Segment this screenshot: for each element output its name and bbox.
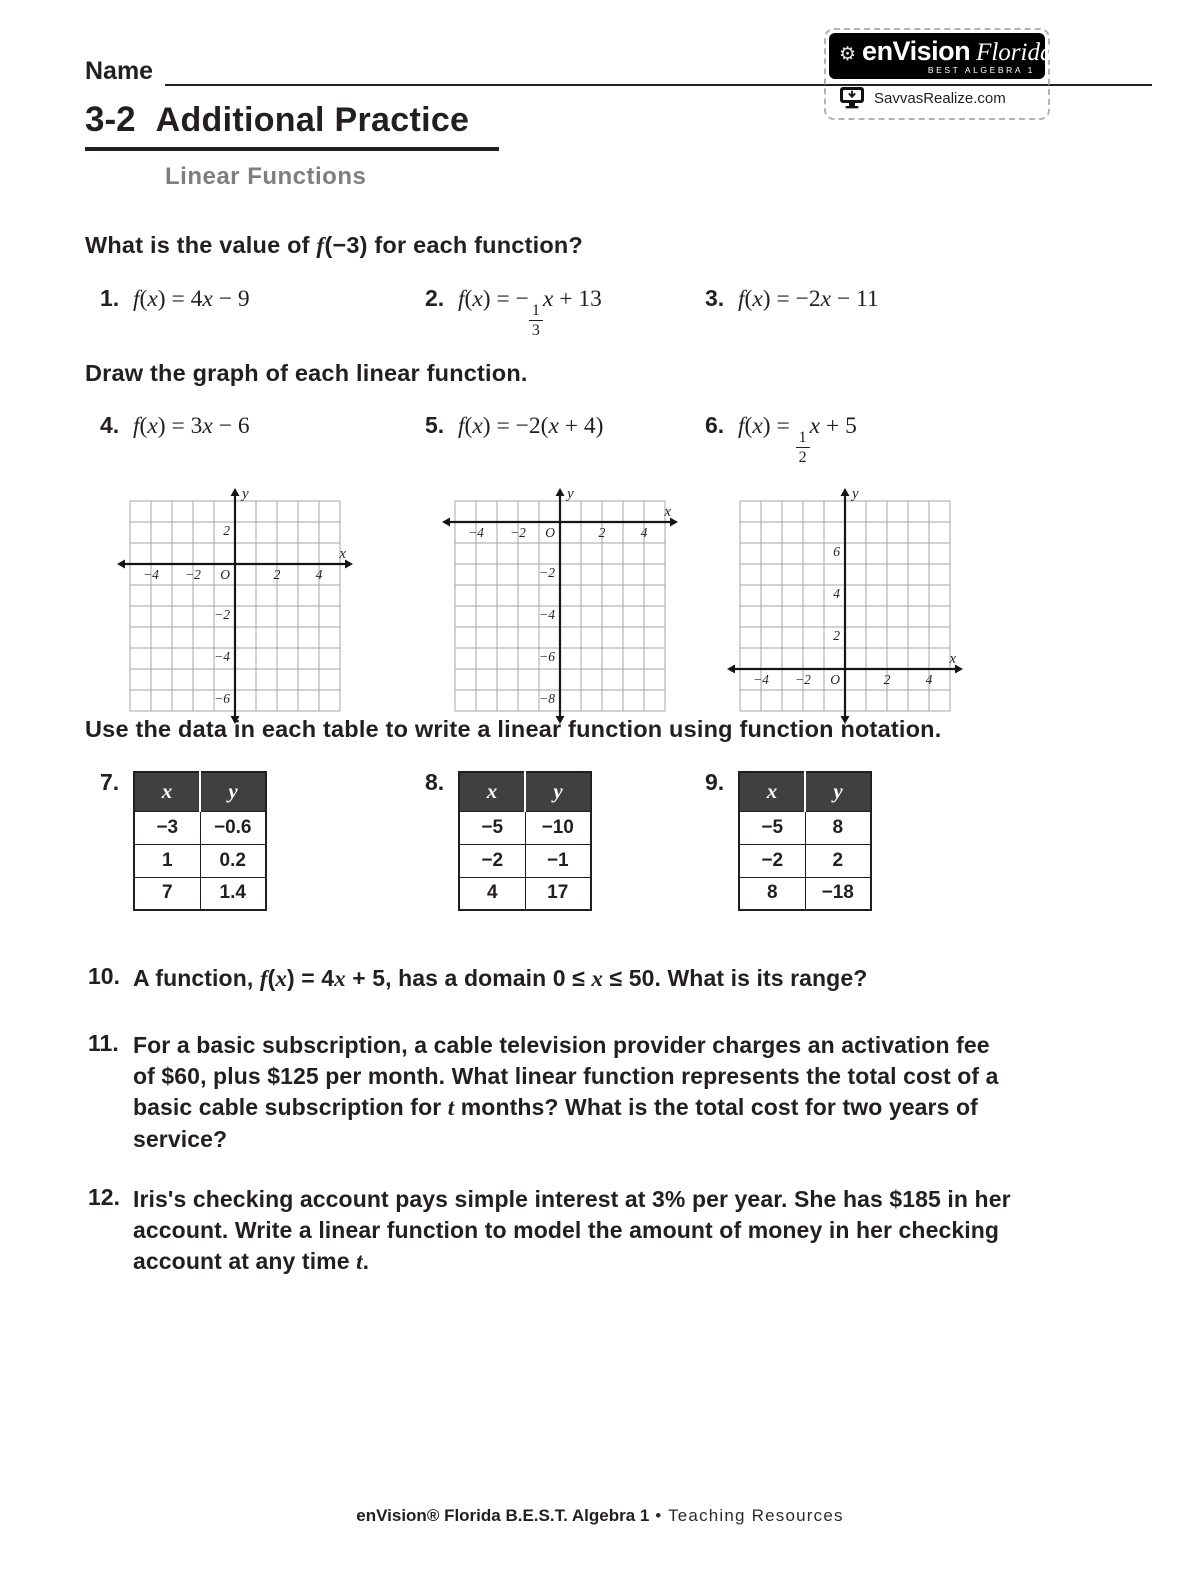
cell-y: 8 (805, 811, 871, 844)
name-label: Name (85, 57, 154, 85)
problem-number: 8. (425, 769, 445, 795)
table-row (459, 877, 591, 910)
problem-4-col (85, 412, 422, 440)
cell-x: −5 (459, 811, 525, 844)
function-expression: f(x) = 3x − 6 (133, 413, 250, 439)
gear-icon: ⚙ (839, 44, 857, 65)
svg-text:6: 6 (833, 544, 840, 560)
problem-3 (705, 285, 1145, 313)
svg-text:−8: −8 (539, 691, 555, 707)
svg-text:O: O (220, 567, 230, 583)
table-row (739, 811, 871, 844)
problem-3-col (705, 285, 1145, 313)
problem-1 (85, 285, 422, 313)
problems-1-3-row (85, 285, 1145, 339)
svg-text:−4: −4 (468, 525, 484, 541)
problem-10 (88, 963, 1015, 995)
column-header-y: y (805, 772, 871, 811)
section-tables (85, 716, 1145, 911)
problem-5 (422, 412, 705, 440)
svg-text:−6: −6 (214, 691, 230, 707)
tables-row (85, 769, 1145, 911)
svg-text:2: 2 (223, 523, 230, 539)
svg-text:−2: −2 (539, 565, 555, 581)
table-row (134, 844, 266, 877)
problem-number: 11. (88, 1030, 119, 1056)
svg-text:−2: −2 (795, 672, 811, 688)
title-line (85, 100, 499, 140)
cell-y: −18 (805, 877, 871, 910)
title-block (85, 100, 499, 191)
cell-x: 7 (134, 877, 200, 910)
problem-2-col (422, 285, 705, 339)
coordinate-grid-5[interactable] (442, 488, 678, 724)
page-title: Additional Practice (155, 101, 470, 139)
problem-text: Iris's checking account pays simple interest at 3% per year. She has $185 in her account. Write a linear function to model the amount of money in her checking account at any time t. (133, 1186, 1011, 1274)
problem-7 (85, 769, 422, 911)
cell-y: 0.2 (200, 844, 266, 877)
lesson-subtitle: Linear Functions (165, 163, 367, 190)
grids-row (85, 488, 1145, 724)
cell-x: −3 (134, 811, 200, 844)
section-evaluate-prompt: What is the value of f(−3) for each function? (85, 232, 583, 259)
cell-y: 17 (525, 877, 591, 910)
footer-program-title: enVision® Florida B.E.S.T. Algebra 1 (356, 1506, 650, 1525)
table-header-row (459, 772, 591, 811)
problem-text: For a basic subscription, a cable television provider charges an activation fee of $60, plus $125 per month. What linear function represents the total cost of a basic cable subscription for t months? What is the total cost for two years of service? (133, 1032, 999, 1152)
column-header-y: y (200, 772, 266, 811)
realize-url: SavvasRealize.com (874, 89, 1006, 107)
svg-text:x: x (339, 546, 346, 563)
coordinate-grid-4[interactable] (117, 488, 353, 724)
xy-table-9 (738, 771, 872, 911)
logo-row (839, 36, 1053, 67)
section-graph-prompt: Draw the graph of each linear function. (85, 360, 528, 386)
column-header-x: x (134, 772, 200, 811)
section-graph (85, 360, 1145, 724)
cell-y: 2 (805, 844, 871, 877)
problem-1-col (85, 285, 422, 313)
section-evaluate (85, 232, 1145, 339)
table-row (739, 877, 871, 910)
problem-12 (88, 1184, 1015, 1278)
function-expression: f(x) = − $\frac{1}{3}$ x + 13 (458, 286, 602, 340)
svg-text:−4: −4 (143, 567, 159, 583)
table-9-col (705, 769, 1145, 911)
svg-text:y: y (242, 488, 249, 503)
column-header-x: x (739, 772, 805, 811)
function-expression: f(x) = 4x − 9 (133, 286, 250, 312)
problems-4-6-row (85, 412, 1145, 466)
svg-text:−4: −4 (214, 649, 230, 665)
envision-logo (829, 33, 1053, 79)
page-footer (0, 1506, 1200, 1526)
table-header-row (739, 772, 871, 811)
problem-text: A function, f(x) = 4x + 5, has a domain 0 ≤ x ≤ 50. What is its range? (133, 965, 868, 991)
table-row (739, 844, 871, 877)
svg-text:y: y (567, 488, 574, 503)
problem-5-col (422, 412, 705, 440)
table-row (459, 844, 591, 877)
problem-number: 10. (88, 963, 120, 989)
cell-x: −2 (739, 844, 805, 877)
table-row (459, 811, 591, 844)
cell-x: −2 (459, 844, 525, 877)
svg-text:O: O (545, 525, 555, 541)
svg-text:O: O (830, 672, 840, 688)
svg-text:−2: −2 (185, 567, 201, 583)
grid-6-container (705, 488, 1145, 724)
cell-x: 1 (134, 844, 200, 877)
problem-4 (85, 412, 422, 440)
lesson-number: 3-2 (85, 100, 136, 139)
problem-number: 3. (705, 285, 725, 311)
title-underline (85, 147, 499, 151)
table-8-col (422, 769, 705, 911)
problem-2 (422, 285, 705, 339)
problem-number: 4. (100, 412, 120, 438)
svg-text:2: 2 (833, 628, 840, 644)
brand-tagline: BEST ALGEBRA 1 (927, 65, 1035, 75)
grid-4-container (85, 488, 422, 724)
problem-11 (88, 1030, 1015, 1155)
svg-text:−4: −4 (539, 607, 555, 623)
function-expression: f(x) = $\frac{1}{2}$ x + 5 (738, 413, 857, 467)
xy-table-7 (133, 771, 267, 911)
brand-name: enVision (862, 36, 971, 66)
problem-number: 12. (88, 1184, 120, 1210)
table-row (134, 877, 266, 910)
problem-8 (422, 769, 705, 911)
svg-text:4: 4 (833, 586, 840, 602)
svg-text:4: 4 (640, 525, 648, 541)
section-tables-prompt: Use the data in each table to write a linear function using function notation. (85, 716, 942, 742)
problem-9 (705, 769, 1145, 911)
cell-x: 8 (739, 877, 805, 910)
problem-6-col (705, 412, 1145, 466)
brand-region: Florida (976, 39, 1053, 66)
table-7-col (85, 769, 422, 911)
problem-number: 5. (425, 412, 445, 438)
cell-y: −0.6 (200, 811, 266, 844)
grid-5-container (422, 488, 705, 724)
coordinate-grid-6[interactable] (727, 488, 963, 724)
svg-text:4: 4 (925, 672, 933, 688)
brand-area (824, 28, 1053, 120)
svg-text:x: x (949, 651, 956, 668)
problem-number: 1. (100, 285, 120, 311)
cell-y: −1 (525, 844, 591, 877)
xy-table-8 (458, 771, 592, 911)
svg-text:4: 4 (315, 567, 323, 583)
problem-number: 9. (705, 769, 725, 795)
function-expression: f(x) = −2x − 11 (738, 286, 879, 312)
svg-text:2: 2 (598, 525, 606, 541)
problem-number: 7. (100, 769, 120, 795)
function-expression: f(x) = −2(x + 4) (458, 413, 604, 439)
column-header-x: x (459, 772, 525, 811)
svg-text:y: y (852, 488, 859, 503)
savvas-realize-row (829, 79, 1045, 118)
svg-text:−2: −2 (214, 607, 230, 623)
table-header-row (134, 772, 266, 811)
cell-y: −10 (525, 811, 591, 844)
svg-text:x: x (664, 504, 671, 521)
table-row (134, 811, 266, 844)
svg-text:−2: −2 (510, 525, 526, 541)
cell-x: 4 (459, 877, 525, 910)
cell-y: 1.4 (200, 877, 266, 910)
cell-x: −5 (739, 811, 805, 844)
problem-number: 6. (705, 412, 725, 438)
footer-resource-label: • Teaching Resources (649, 1506, 844, 1525)
svg-text:−4: −4 (753, 672, 769, 688)
problem-6 (705, 412, 1145, 466)
column-header-y: y (525, 772, 591, 811)
svg-text:2: 2 (883, 672, 891, 688)
problem-number: 2. (425, 285, 445, 311)
svg-text:2: 2 (273, 567, 281, 583)
monitor-download-icon (839, 86, 865, 110)
svg-text:−6: −6 (539, 649, 555, 665)
